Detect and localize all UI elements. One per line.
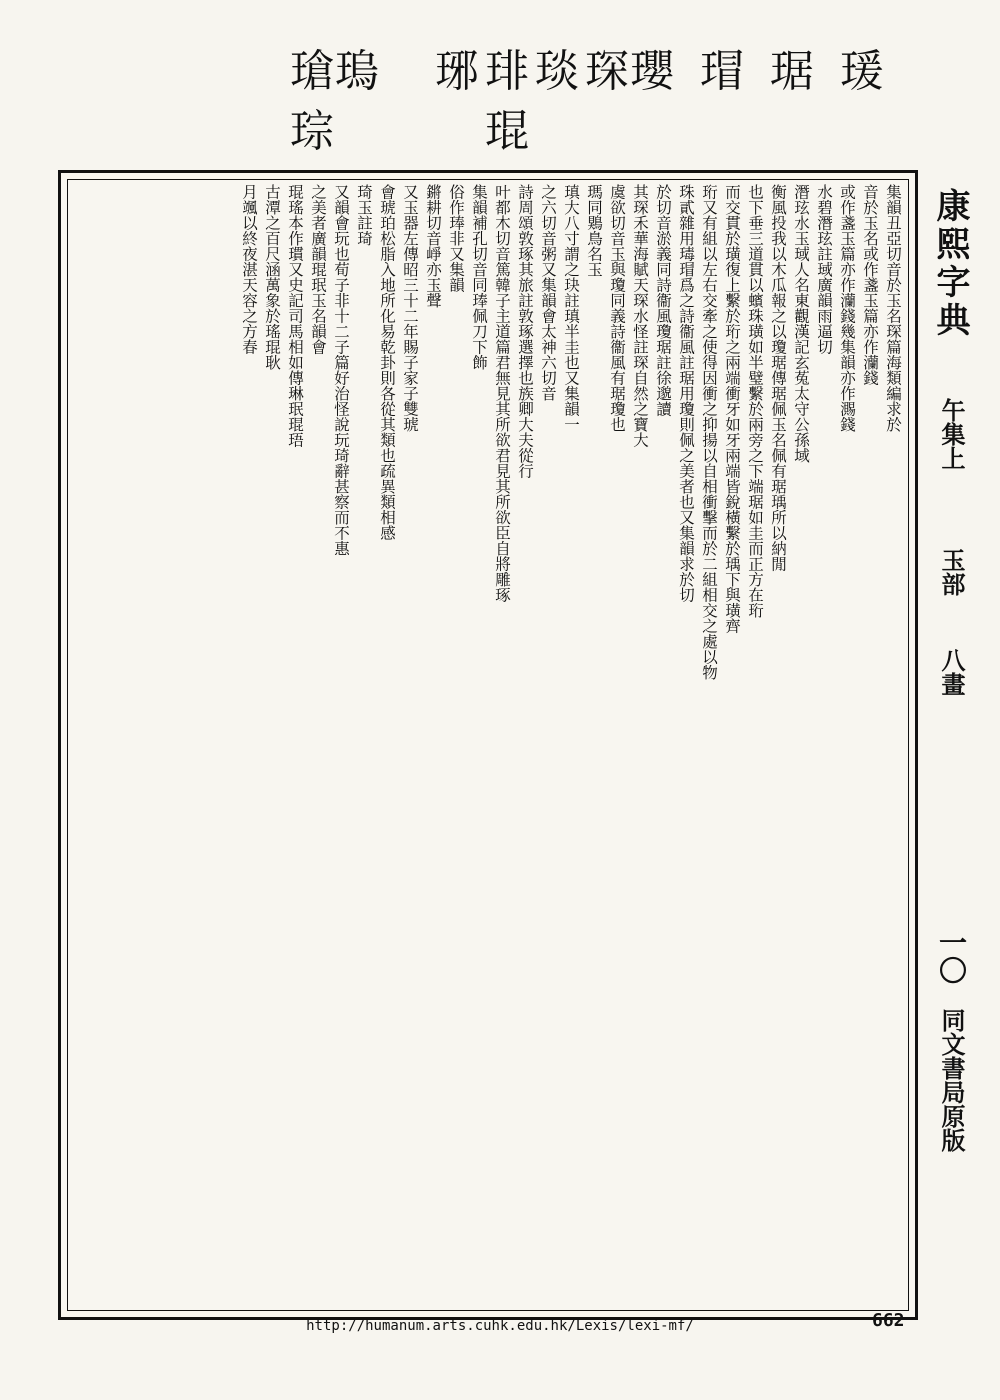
seal-glyph: 琮 <box>290 106 334 157</box>
publisher-label: 同文書局原版 <box>937 1008 966 1152</box>
seal-glyph: 瑗 <box>840 46 884 97</box>
text-column: 古潭之百尺涵萬象於瑤琨耿 <box>263 184 281 370</box>
seal-script-row <box>280 40 920 180</box>
text-column: 珩又有組以左右交牽之使得因衝之抑揚以自相衝擊而於二組相交之處以物 <box>700 184 718 680</box>
right-margin-header <box>922 168 992 1318</box>
seal-glyph: 瑦 <box>335 46 379 97</box>
text-column: 詩周頌敦琢其旅註敦琢選擇也族卿大夫從行 <box>516 184 534 479</box>
text-column: 於切音淤義同詩衞風瓊琚註徐邈讀 <box>654 184 672 417</box>
text-frame-inner <box>67 179 909 1311</box>
seal-glyph: 琨 <box>485 106 529 157</box>
text-columns <box>72 184 904 1306</box>
seal-glyph: 瑲 <box>290 46 334 97</box>
text-column: 也下垂三道貫以蠙珠璜如半璧繫於兩旁之下端琚如圭而正方在珩 <box>746 184 764 618</box>
text-column: 月颯以終夜湛天容之方春 <box>240 184 258 355</box>
text-column: 之美者廣韻琨珉玉名韻會 <box>309 184 327 355</box>
text-column: 會琥珀松脂入地所化易乾卦則各從其類也疏異類相感 <box>378 184 396 541</box>
seal-glyph: 琰 <box>535 46 579 97</box>
seal-glyph: 琚 <box>770 46 814 97</box>
page-number: 662 <box>872 1310 905 1331</box>
text-frame <box>58 170 918 1320</box>
text-column: 珠貳雜用瑇瑁爲之詩衞風註琚用瓊則佩之美者也又集韻求於切 <box>677 184 695 603</box>
text-column: 集韻補孔切音同琫佩刀下飾 <box>470 184 488 370</box>
seal-glyph: 瑁 <box>700 46 744 97</box>
text-column: 琨瑤本作瑻又史記司馬相如傳琳珉琨珸 <box>286 184 304 448</box>
page-label: 一〇 <box>935 928 968 984</box>
text-column: 其琛禾華海賦天琛水怪註琛自然之寶大 <box>631 184 649 448</box>
source-url[interactable]: http://humanum.arts.cuhk.edu.hk/Lexis/lexi-mf/ <box>306 1318 694 1334</box>
text-column: 集韻丑亞切音於玉名琛篇海類編求於 <box>884 184 902 432</box>
seal-glyph: 琊 <box>435 46 479 97</box>
text-column: 瑱大八寸謂之玦註瑱半圭也又集韻一 <box>562 184 580 432</box>
text-column: 或作盞玉篇亦作灡錢幾集韻亦作瀃錢 <box>838 184 856 432</box>
text-column: 鏘耕切音崢亦玉聲 <box>424 184 442 308</box>
text-column: 音於玉名或作盞玉篇亦作灡錢 <box>861 184 879 386</box>
text-column: 瑪同鶪鳥名玉 <box>585 184 603 277</box>
text-column: 又韻會玩也荀子非十二子篇好治怪說玩琦辭甚察而不惠 <box>332 184 350 556</box>
text-column: 潛玹水玉琙人名東觀漢記玄菟太守公孫域 <box>792 184 810 463</box>
text-column: 又玉器左傳昭三十二年賜子家子雙琥 <box>401 184 419 432</box>
seal-glyph: 瓔 <box>630 46 674 97</box>
text-column: 之六切音粥又集韻會太神六切音 <box>539 184 557 401</box>
text-column: 水碧潛玹註琙廣韻雨逼切 <box>815 184 833 355</box>
text-column: 虞欲切音玉與瓊同義詩衞風有琚瓊也 <box>608 184 626 432</box>
text-column: 琦玉註琦 <box>355 184 373 246</box>
strokes-label: 八畫 <box>937 648 966 696</box>
seal-glyph: 琛 <box>585 46 629 97</box>
text-column: 衡風投我以木瓜報之以瓊琚傳琚佩玉名佩有琚瑀所以納閒 <box>769 184 787 572</box>
section-label: 午集上 <box>937 398 966 470</box>
text-column: 叶都木切音篤韓子主道篇君無見其所欲君見其所欲臣自將雕琢 <box>493 184 511 603</box>
text-column: 而交貫於璜復上繫於珩之兩端衝牙如牙兩端皆銳橫繫於瑀下與璜齊 <box>723 184 741 634</box>
seal-glyph: 琲 <box>485 46 529 97</box>
radical-label: 玉部 <box>937 548 966 596</box>
book-title: 康熙字典 <box>930 188 970 340</box>
text-column: 俗作琫非又集韻 <box>447 184 465 293</box>
